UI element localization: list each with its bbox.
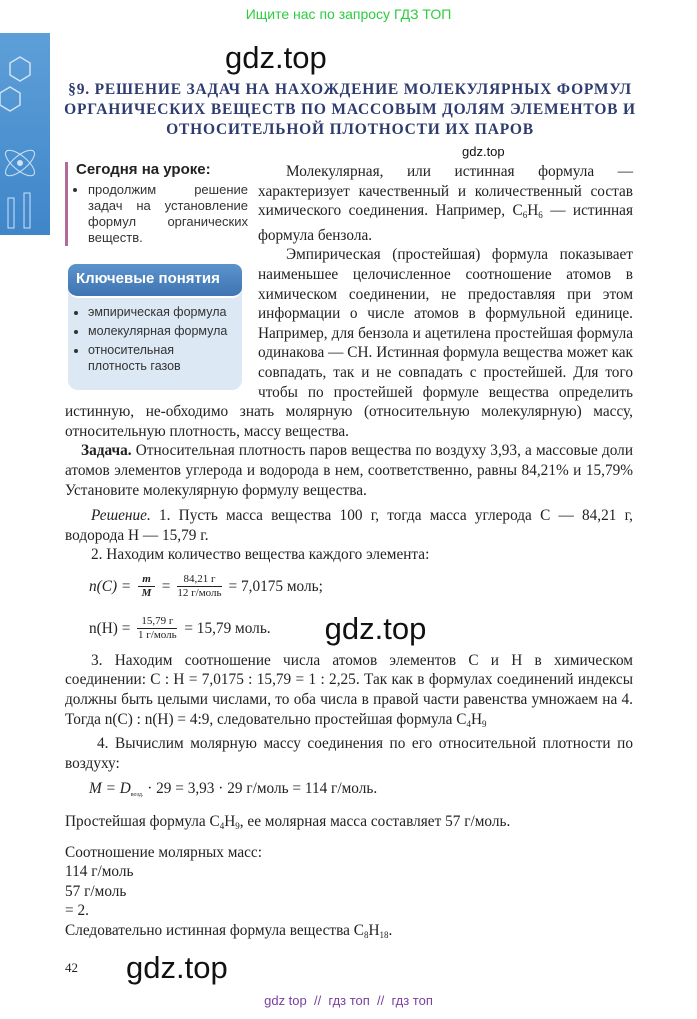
denominator: 1 г/моль — [138, 629, 177, 642]
task-label: Задача. — [81, 442, 132, 460]
equation-M — [89, 779, 633, 806]
denominator: 57 г/моль — [65, 882, 127, 900]
chemistry-decor-strip — [0, 33, 50, 235]
page-number: 42 — [65, 959, 78, 975]
key-concepts-title: Ключевые понятия — [68, 264, 242, 298]
search-banner: Ищите нас по запросу ГДЗ ТОП — [245, 6, 452, 22]
solution-text: 1. Пусть масса вещества 100 г, тогда масса углерода C — 84,21 г, водорода H — 15,79 г. — [65, 507, 633, 544]
ratio-line — [65, 843, 633, 863]
subscript: 6 — [538, 210, 543, 221]
lesson-goals-title: Сегодня на уроке: — [76, 161, 211, 178]
fraction — [177, 573, 221, 600]
numerator: m — [138, 573, 155, 587]
lesson-goal-item: • продолжим решение задач на установление формул органических веществ. — [88, 182, 248, 246]
denominator: 12 г/моль — [177, 587, 222, 600]
text: · 29 = 3,93 · 29 г/моль = 114 г/моль. — [143, 780, 378, 798]
equals: = — [161, 578, 171, 596]
task-text: Относительная плотность паров вещества по воздуху 3,93, а массовые доли атомов элементов углерода и водорода в нем, соответственно, равны 84,21% и 15,79% Установите молекулярную формулу вещества. — [65, 442, 633, 499]
text: Простейшая формула C — [65, 813, 220, 831]
text: = 2. — [65, 902, 89, 920]
subscript: 4 — [466, 718, 471, 729]
conclusion — [65, 921, 633, 946]
text: Молекулярная, или истинная формула — характеризует качественный и количественный состав химического соединения. Например, C — [258, 163, 633, 220]
numerator: 114 г/моль — [65, 863, 134, 881]
key-concepts-box — [68, 264, 242, 390]
atom-icon — [0, 33, 50, 235]
fraction — [137, 615, 177, 642]
simple-formula-line — [65, 812, 633, 837]
fraction-m-over-M — [138, 573, 155, 600]
denominator: M — [141, 587, 152, 600]
footer-links[interactable]: gdz top // гдз топ // гдз топ — [264, 993, 433, 1008]
watermark: gdz.top — [126, 949, 228, 985]
text: H — [470, 710, 483, 728]
text: H — [368, 922, 380, 939]
step-3 — [65, 651, 633, 734]
text: , ее молярная масса составляет 57 г/моль. — [239, 813, 511, 831]
step-2: 2. Находим количество вещества каждого элемента: — [91, 546, 430, 564]
numerator: 84,21 г — [177, 573, 221, 587]
lesson-goals-box — [65, 162, 248, 246]
subscript: 9 — [482, 718, 487, 729]
main-text — [65, 162, 633, 986]
subscript: 9 — [235, 821, 240, 832]
equation-nH — [89, 609, 633, 649]
eq-rhs: = 15,79 моль. — [184, 620, 271, 638]
subscript: 6 — [522, 210, 528, 221]
text: . — [388, 922, 393, 939]
step-4: 4. Вычислим молярную массу соединения по его относительной плотности по воздуху: — [65, 735, 633, 772]
key-concept-item: • относительная плотность газов — [88, 342, 234, 374]
eq-rhs: = 7,0175 моль; — [228, 578, 323, 596]
eq-lhs: n(C) = — [89, 578, 132, 596]
text: Следовательно истинная формула вещества C — [65, 922, 364, 939]
text: H — [224, 813, 236, 831]
text: 3. Находим соотношение числа атомов элементов C и H в химическом соединении: C : H = 7,0175 : 15,79 = 1 : 2,25. Так как в формулах соединений индексы должны быть целыми числами, то оба числа в правой части равенства умножаем на 4. Тогда n(C) : n(H) = 4:9, следовательно простейшая формула C — [65, 651, 633, 728]
solution — [65, 506, 633, 545]
solution-label: Решение. — [91, 507, 151, 525]
key-concept-item: • эмпирическая формула — [88, 304, 234, 320]
eq-lhs: n(H) = — [89, 620, 131, 638]
numerator: 15,79 г — [137, 615, 177, 629]
watermark: gdz.top — [462, 144, 505, 159]
subscript: 8 — [363, 930, 369, 940]
text: Эмпирическая (простейшая) формула показывает наименьшее целочисленное соотношение атомов в химическом соединении, не предоставляя при этом информации о числе атомов в формульной единице. Например, для бензола и ацетилена простейшая формула одинакова — CH. Истинная формула вещества может как совпадать, так и не совпадать с простейшей. Для того чтобы по простейшей формуле вещества определить истинную, не- — [65, 246, 633, 421]
section-heading: §9. РЕШЕНИЕ ЗАДАЧ НА НАХОЖДЕНИЕ МОЛЕКУЛЯРНЫХ ФОРМУЛ ОРГАНИЧЕСКИХ ВЕЩЕСТВ ПО МАССОВЫМ ДОЛЯМ ЭЛЕМЕНТОВ И ОТНОСИТЕЛЬНОЙ ПЛОТНОСТИ ИХ ПАРОВ — [64, 81, 636, 138]
equation-nC — [89, 569, 633, 605]
text: M = D — [89, 780, 131, 798]
text: — истинная формула бензола. — [258, 202, 633, 244]
watermark: gdz.top — [324, 610, 427, 646]
subscript: 18 — [379, 930, 389, 940]
text: H — [527, 202, 539, 220]
task — [65, 441, 633, 500]
subscript: возд. — [130, 792, 144, 799]
watermark: gdz.top — [225, 40, 327, 75]
text: Соотношение молярных масс: — [65, 843, 262, 861]
key-concept-item: • молекулярная формула — [88, 323, 234, 339]
subscript: 4 — [219, 821, 225, 832]
paragraph-empirical-continued: обходимо знать молярную (относительную молекулярную) массу, относительную плотность, массу вещества. — [65, 403, 633, 440]
page-bottom-row — [65, 950, 633, 986]
sidebar-boxes — [65, 162, 258, 398]
